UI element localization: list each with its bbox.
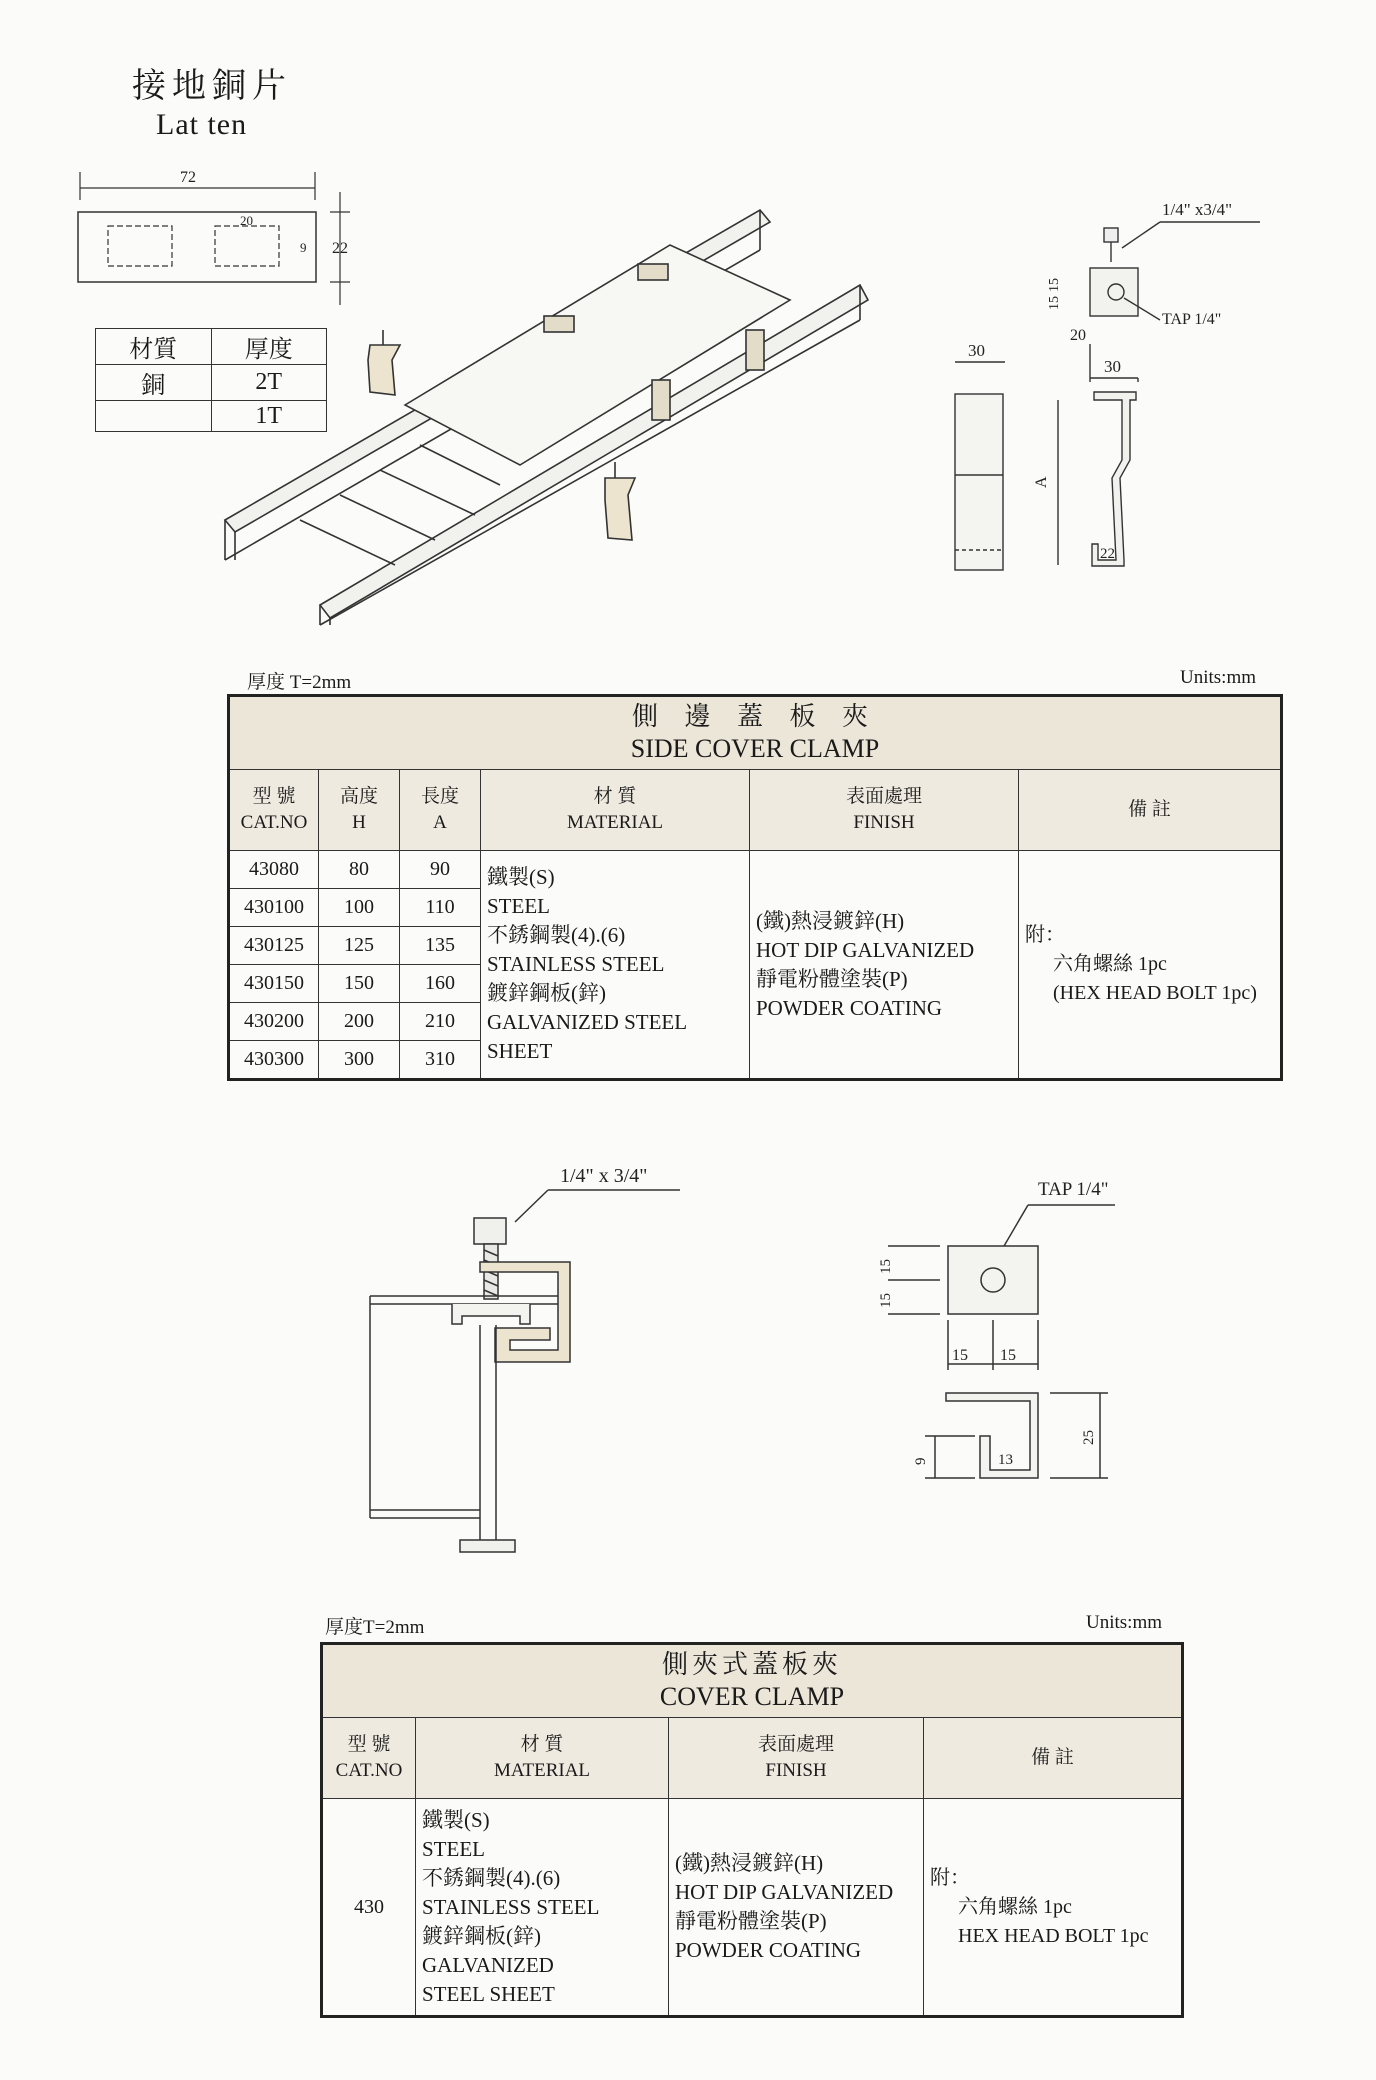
table1-title-zh: 側 邊 蓋 板 夾 — [631, 702, 878, 731]
table2-col-finish: 表面處理 FINISH — [669, 1718, 924, 1799]
latten-dim-width: 72 — [180, 169, 196, 186]
latten-dim-slot: 20 — [240, 213, 253, 228]
height-value: 80 — [319, 851, 400, 889]
clamp-dim-A: A — [1033, 476, 1050, 488]
latten-cell: 1T — [211, 401, 327, 432]
table2-note-cell: 附： 六角螺絲 1pc HEX HEAD BOLT 1pc — [924, 1799, 1183, 2017]
latten-header-thickness: 厚度 — [211, 329, 327, 365]
cat-no: 430125 — [229, 927, 319, 965]
table1-material-cell: 鐵製(S) STEEL 不銹鋼製(4).(6) STAINLESS STEEL 鍍鋅鋼板(鋅) GALVANIZED STEEL SHEET — [481, 851, 750, 1080]
latten-title-zh: 接地銅片 — [132, 68, 292, 105]
cat-no: 43080 — [229, 851, 319, 889]
clamp-dim-30a: 30 — [968, 341, 985, 360]
table2-units: Units:mm — [1086, 1612, 1163, 1633]
table1-col-height: 高度 H — [319, 770, 400, 851]
cat-no: 430200 — [229, 1003, 319, 1041]
cover-dim-15-1: 15 — [878, 1259, 894, 1274]
height-value: 150 — [319, 965, 400, 1003]
table1-finish-cell: (鐵)熱浸鍍鋅(H) HOT DIP GALVANIZED 靜電粉體塗裝(P) POWDER COATING — [750, 851, 1019, 1080]
table1-units: Units:mm — [1180, 667, 1257, 688]
table2-col-catno: 型 號 CAT.NO — [322, 1718, 416, 1799]
length-value: 310 — [400, 1041, 481, 1080]
clamp-dim-30b: 30 — [1104, 357, 1121, 376]
clamp-bolt-label: 1/4" x3/4" — [1162, 200, 1233, 219]
length-value: 90 — [400, 851, 481, 889]
table2-col-material: 材 質 MATERIAL — [416, 1718, 669, 1799]
clamp-tap-label: TAP 1/4" — [1162, 311, 1222, 328]
table2-col-note: 備 註 — [924, 1718, 1183, 1799]
cover-dim-25: 25 — [1081, 1430, 1097, 1445]
table1-col-note: 備 註 — [1019, 770, 1282, 851]
table2-title-en: COVER CLAMP — [659, 1682, 845, 1711]
height-value: 300 — [319, 1041, 400, 1080]
clamp-dim-20: 20 — [1070, 327, 1086, 344]
cover-tap-label: TAP 1/4" — [1038, 1179, 1109, 1200]
table1-col-catno: 型 號 CAT.NO — [229, 770, 319, 851]
table2-title-zh: 側夾式蓋板夾 — [661, 1650, 842, 1679]
table1-thickness: 厚度 T=2mm — [247, 672, 352, 693]
clamp-dim-15b: 15 — [1047, 296, 1062, 310]
latten-cell: 2T — [211, 365, 327, 401]
length-value: 210 — [400, 1003, 481, 1041]
cat-no: 430 — [322, 1799, 416, 2017]
latten-title-en: Lat ten — [156, 108, 248, 141]
latten-header-material: 材質 — [96, 329, 212, 365]
table1-note-cell: 附： 六角螺絲 1pc (HEX HEAD BOLT 1pc) — [1019, 851, 1282, 1080]
table2-material-cell: 鐵製(S) STEEL 不銹鋼製(4).(6) STAINLESS STEEL 鍍鋅鋼板(鋅) GALVANIZED STEEL SHEET — [416, 1799, 669, 2017]
table1-title-en: SIDE COVER CLAMP — [630, 734, 880, 763]
table2-thickness: 厚度T=2mm — [325, 1617, 425, 1638]
latten-cell: 銅 — [96, 365, 212, 401]
cover-bolt-label: 1/4" x 3/4" — [560, 1165, 648, 1187]
table2-title — [322, 1644, 1183, 1718]
cover-dim-13: 13 — [998, 1452, 1013, 1468]
table1-col-material: 材 質 MATERIAL — [481, 770, 750, 851]
cover-dim-9: 9 — [913, 1457, 929, 1465]
length-value: 135 — [400, 927, 481, 965]
latten-dim-height: 22 — [332, 240, 348, 257]
height-value: 200 — [319, 1003, 400, 1041]
cover-dim-15-4: 15 — [1000, 1347, 1016, 1364]
clamp-dim-15a: 15 — [1047, 278, 1062, 292]
cover-clamp-table — [320, 1642, 1184, 2018]
cover-dim-15-2: 15 — [878, 1293, 894, 1308]
cover-dim-15-3: 15 — [952, 1347, 968, 1364]
table-row — [322, 1799, 1183, 2017]
latten-dim-slot-h: 9 — [300, 240, 307, 255]
table2-finish-cell: (鐵)熱浸鍍鋅(H) HOT DIP GALVANIZED 靜電粉體塗裝(P) POWDER COATING — [669, 1799, 924, 2017]
height-value: 100 — [319, 889, 400, 927]
length-value: 110 — [400, 889, 481, 927]
table1-col-length: 長度 A — [400, 770, 481, 851]
clamp-dim-22: 22 — [1100, 546, 1115, 562]
cat-no: 430150 — [229, 965, 319, 1003]
length-value: 160 — [400, 965, 481, 1003]
height-value: 125 — [319, 927, 400, 965]
cat-no: 430300 — [229, 1041, 319, 1080]
table1-col-finish: 表面處理 FINISH — [750, 770, 1019, 851]
cat-no: 430100 — [229, 889, 319, 927]
